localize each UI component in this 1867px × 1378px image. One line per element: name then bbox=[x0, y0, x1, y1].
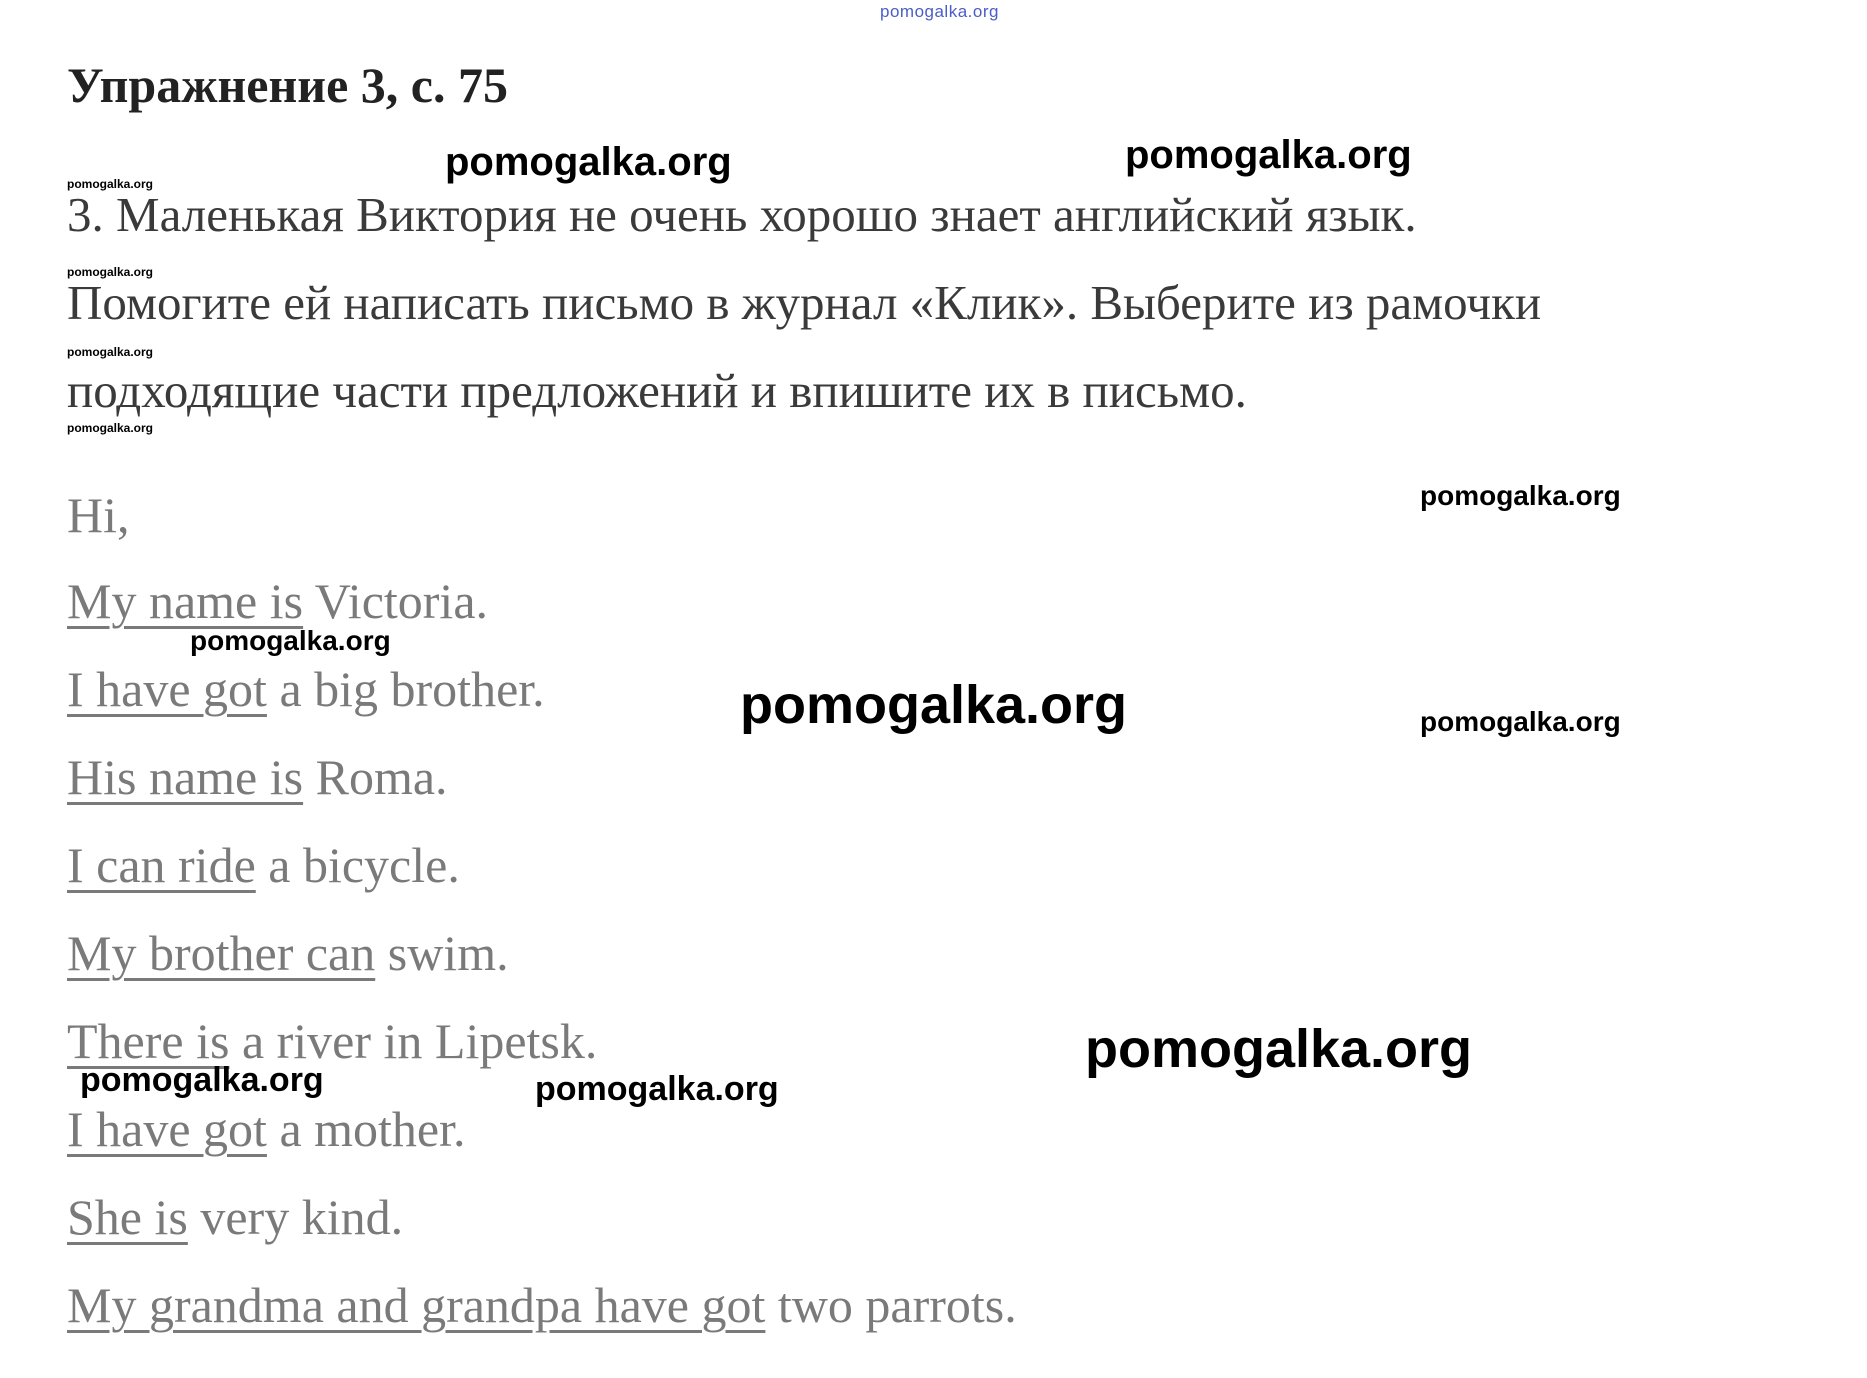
sentence-rest: a bicycle. bbox=[255, 837, 460, 893]
watermark: pomogalka.org bbox=[67, 421, 154, 435]
filled-answer: I have got bbox=[67, 661, 267, 717]
filled-answer: I have got bbox=[67, 1101, 267, 1157]
watermark: pomogalka.org bbox=[190, 625, 391, 656]
sentence-rest: a river in Lipetsk. bbox=[229, 1013, 598, 1069]
filled-answer: She is bbox=[67, 1189, 188, 1245]
letter-line bbox=[67, 925, 509, 981]
watermark: pomogalka.org bbox=[67, 265, 154, 279]
sentence-rest: a mother. bbox=[266, 1101, 466, 1157]
sentence-rest: Roma. bbox=[303, 749, 448, 805]
filled-answer: My grandma and grandpa have got bbox=[67, 1277, 766, 1333]
watermark: pomogalka.org bbox=[1125, 133, 1412, 177]
letter-line bbox=[67, 749, 448, 805]
letter-line bbox=[67, 1013, 598, 1069]
task-line: 3. Маленькая Виктория не очень хорошо знает английский язык. bbox=[67, 187, 1417, 242]
letter-line bbox=[67, 1101, 466, 1157]
sentence-rest: two parrots. bbox=[765, 1277, 1017, 1333]
sentence-rest: swim. bbox=[375, 925, 509, 981]
filled-answer: His name is bbox=[67, 749, 304, 805]
letter-line bbox=[67, 1277, 1017, 1333]
watermark: pomogalka.org bbox=[67, 345, 154, 359]
watermark: pomogalka.org bbox=[67, 177, 154, 191]
top-watermark: pomogalka.org bbox=[880, 2, 999, 21]
watermark: pomogalka.org bbox=[1085, 1019, 1473, 1079]
letter-line bbox=[67, 661, 545, 717]
watermark: pomogalka.org bbox=[80, 1061, 324, 1099]
watermark: pomogalka.org bbox=[740, 675, 1128, 735]
filled-answer: I can ride bbox=[67, 837, 256, 893]
watermark: pomogalka.org bbox=[445, 140, 732, 184]
sentence-rest: very kind. bbox=[187, 1189, 404, 1245]
watermark: pomogalka.org bbox=[1420, 480, 1621, 511]
watermark: pomogalka.org bbox=[535, 1070, 779, 1108]
letter-line bbox=[67, 837, 460, 893]
sentence-rest: Victoria. bbox=[303, 573, 489, 629]
filled-answer: My name is bbox=[67, 573, 304, 629]
watermark: pomogalka.org bbox=[1420, 706, 1621, 737]
filled-answer: My brother can bbox=[67, 925, 376, 981]
filled-answer: There is bbox=[67, 1013, 230, 1069]
sentence-rest: a big brother. bbox=[266, 661, 545, 717]
exercise-heading: Упражнение 3, с. 75 bbox=[67, 57, 508, 113]
letter-greeting: Hi, bbox=[67, 487, 130, 543]
letter-line bbox=[67, 1189, 404, 1245]
task-line: подходящие части предложений и впишите их в письмо. bbox=[67, 363, 1247, 418]
task-line: Помогите ей написать письмо в журнал «Клик». Выберите из рамочки bbox=[67, 275, 1542, 330]
letter-line bbox=[67, 573, 489, 629]
